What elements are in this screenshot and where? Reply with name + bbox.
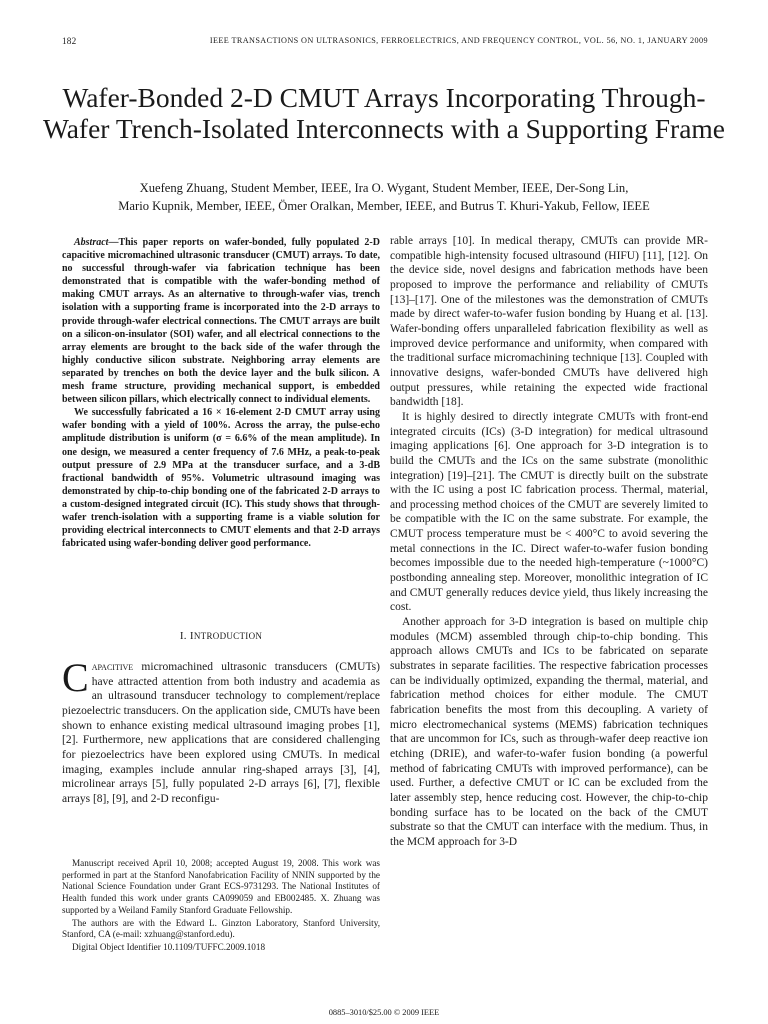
abstract [62,236,380,550]
abstract-paragraph-2: We successfully fabricated a 16 × 16-element 2-D CMUT array using wafer bonding with a yield of 100%. Across the array, the pulse-echo amplitude distribution is uniform (σ = 6.6% of the mean amplitude). In one design, we measured a center frequency of 7.6 MHz, a peak-to-peak output pressure of 2.9 MPa at the transducer surface, and a 3-dB fractional bandwidth of 95%. Volumetric ultrasound imaging was demonstrated by chip-to-chip bonding one of the fabricated 2-D arrays to a custom-designed integrated circuit (IC). This study shows that through-wafer trench-isolation with a supporting frame is a viable solution for providing electrical interconnects to CMUT elements and that 2-D arrays fabricated using wafer-bonding deliver good performance. [62,407,380,550]
right-column [390,234,708,850]
footnote-doi: Digital Object Identifier 10.1109/TUFFC.2009.1018 [72,941,266,952]
right-paragraph-3: Another approach for 3-D integration is based on multiple chip modules (MCM) assembled through chip-to-chip bonding. This approach allows CMUTs and ICs to be fabricated on separate substrates in separate facilities. The respective fabrication processes can be individually optimized, expanding the thermal, material, and fabrication method choices for either module. The CMUT fabrication benefits the most from this decoupling. A variety of micro electromechanical systems (MEMS) fabrication techniques that are uncommon for ICs, such as through-wafer deep reactive ion etching (DRIE), and wafer-to-wafer fusion bonding (a powerful method of fabricating CMUTs with improved performance), can be used. Further, a defective CMUT or IC can be excluded from the later assembly step, hence reducing cost. However, the chip-to-chip bonding surface has to be located on the back of the CMUT substrate so that the CMUT can interface with the medium. Thus, in the MCM approach for 3-D [390,616,708,848]
abstract-paragraph-1: —This paper reports on wafer-bonded, fully populated 2-D capacitive micromachined ultrasonic transducer (CMUT) arrays. To date, no successful through-wafer via fabrication technique has been demonstrated that is compatible with the wafer-bonding method of making CMUT arrays. As an alternative to through-wafer vias, trench isolation with a supporting frame is incorporated into the 2-D arrays to provide through-wafer electrical connections. The CMUT arrays are built on a silicon-on-insulator (SOI) wafer, and all electrical connections to the array elements are brought to the back side of the wafer through the highly conductive silicon substrate. Neighboring array elements are separated by trenches on both the device layer and the bulk silicon. A mesh frame structure, providing mechanical support, is embedded between silicon pillars, which electrically connect to individual elements. [62,237,380,406]
page-number: 182 [62,36,77,46]
right-paragraph-1: rable arrays [10]. In medical therapy, CMUTs can provide MR-compatible high-intensity focused ultrasound (HIFU) [11], [12]. On the device side, novel designs and fabrication methods have been proposed to improve the performance and reliability of CMUTs [13]–[17]. One of the milestones was the demonstration of CMUTs made by direct wafer-to-wafer fusion bonding by Huang et al. [13]. Wafer-bonding offers unparalleled fabrication flexibility as well as improved device performance and uniformity, when compared with the traditional surface micromachining technique [13]. Coupled with innovative designs, wafer-bonded CMUTs have delivered high output pressures, while retaining the expected wide fractional bandwidth [18]. [390,235,708,409]
journal-name: IEEE TRANSACTIONS ON ULTRASONICS, FERROELECTRICS, AND FREQUENCY CONTROL, VOL. 56, NO. 1, JANUARY 2009 [209,36,708,45]
copyright-footer: 0885–3010/$25.00 © 2009 IEEE [328,1008,440,1017]
author-list [40,180,728,215]
footnotes [62,858,380,955]
abstract-label: Abstract [74,237,109,248]
paper-title: Wafer-Bonded 2-D CMUT Arrays Incorporating Through-Wafer Trench-Isolated Interconnects with a Supporting Frame [42,82,726,144]
footnote-affiliation: The authors are with the Edward L. Ginzton Laboratory, Stanford University, Stanford, CA (e-mail: xzhuang@stanford.edu). [62,917,380,940]
drop-cap: C [62,655,89,700]
introduction-paragraph: Capacitive micromachined ultrasonic transducers (CMUTs) have attracted attention from both industry and academia as an ultrasound transducer technology to complement/replace piezoelectric transducers. On the application side, CMUTs have been shown to enhance existing medical ultrasound imaging probes [1], [2]. Furthermore, new applications that are considered challenging for piezoelectrics have been explored using CMUTs. In medical imaging, examples include annular ring-shaped arrays [3], [4], microlinear arrays [5], fully populated 2-D arrays [6], [7], flexible arrays [8], [9], and 2-D reconfigu- [62,655,380,805]
footnote-manuscript: Manuscript received April 10, 2008; accepted August 19, 2008. This work was performed in part at the Stanford Nanofabrication Facility of NNIN supported by the National Science Foundation under Grant ECS-9731293. The National Institutes of Health funded this work under grants CA099059 and EB002485. X. Zhuang was supported by a Weiland Family Stanford Graduate Fellowship. [62,858,380,915]
section-heading-introduction: I. INTRODUCTION [179,630,263,642]
author-line-2: Mario Kupnik, Member, IEEE, Ömer Oralkan, Member, IEEE, and Butrus T. Khuri-Yakub, Fellow, IEEE [118,198,650,213]
author-line-1: Xuefeng Zhuang, Student Member, IEEE, Ira O. Wygant, Student Member, IEEE, Der-Song Lin, [139,181,629,195]
right-paragraph-2: It is highly desired to directly integrate CMUTs with front-end integrated circuits (ICs) (3-D integration) for medical ultrasound imaging applications [6]. One approach for 3-D integration is to build the CMUTs and the ICs on the same substrate (monolithic integration) [19]–[21]. The CMUT is directly built on the substrate with the IC using a post IC fabrication process. Thermal, material, and processing method choices of the CMUT are severely limited to be compatible with the IC on the same substrate. For example, the CMUT process temperature must be < 400°C to avoid severing the metal connections in the IC. Direct wafer-to-wafer fusion bonding becomes impossible due to the needed high-temperature (~1000°C) postbonding annealing step. Moreover, monolithic integration of IC and CMUT generally reduces device yield, thus likely increasing the cost. [390,410,708,614]
